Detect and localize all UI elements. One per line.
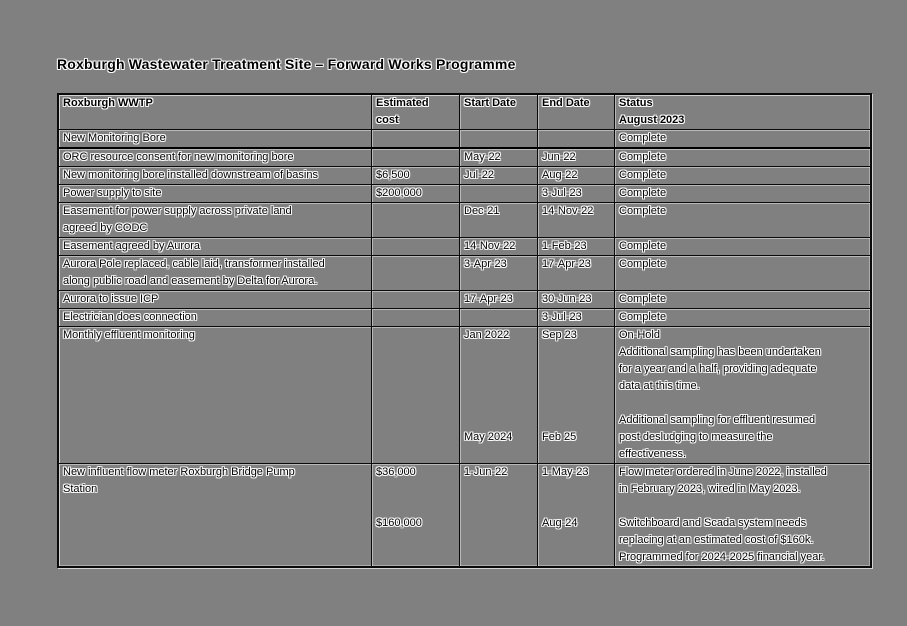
table-cell-start (460, 130, 538, 149)
cell-line: replacing at an estimated cost of $160k. (619, 534, 814, 546)
cell-line: Status (619, 97, 653, 109)
table-cell-task (59, 203, 372, 238)
cell-line: post desludging to measure the (619, 431, 773, 443)
page-title: Roxburgh Wastewater Treatment Site – Forward Works Programme (57, 56, 516, 72)
cell-line (376, 130, 455, 147)
table-cell-cost (372, 291, 460, 309)
table-cell-status (615, 464, 870, 566)
header-cell-cost (372, 95, 460, 130)
cell-line: 17-Apr-23 (542, 258, 591, 270)
table-cell-status (615, 185, 870, 203)
table-cell-start (460, 327, 538, 464)
cell-line: Additional sampling has been undertaken (619, 346, 821, 358)
cell-line: Monthly effluent monitoring (63, 329, 195, 341)
table-cell-start (460, 203, 538, 238)
table-row (59, 167, 870, 185)
cell-line: $36,000 (376, 466, 416, 478)
cell-line (464, 378, 533, 395)
cell-line (376, 327, 455, 344)
table-header (59, 95, 870, 130)
cell-line: Electrician does connection (63, 311, 197, 323)
cell-line (464, 185, 533, 202)
cell-line: 30-Jun-23 (542, 293, 592, 305)
cell-line: New influent flow meter Roxburgh Bridge Pump (63, 466, 295, 478)
table-row (59, 464, 870, 566)
cell-line: Complete (619, 151, 667, 163)
cell-line: Complete (619, 240, 667, 252)
cell-line: May-22 (464, 151, 501, 163)
cell-line: agreed by CODC (63, 222, 148, 234)
cell-line (542, 130, 610, 147)
table-cell-status (615, 291, 870, 309)
table-cell-end (538, 309, 615, 327)
cell-line (619, 395, 866, 412)
cell-line: Estimated (376, 97, 429, 109)
cell-line: New Monitoring Bore (63, 132, 166, 144)
table-cell-cost (372, 327, 460, 464)
cell-line: 3-Jul-23 (542, 311, 582, 323)
cell-line: August 2023 (619, 114, 685, 126)
cell-line (542, 395, 610, 412)
cell-line: 1-May-23 (542, 466, 589, 478)
cell-line: Jul-22 (464, 169, 494, 181)
header-row (59, 95, 870, 130)
cell-line: 3-Apr-23 (464, 258, 507, 270)
cell-line: Aurora Pole replaced, cable laid, transformer installed (63, 258, 325, 270)
table-cell-cost (372, 130, 460, 149)
cell-line (464, 395, 533, 412)
cell-line: New monitoring bore installed downstream of basins (63, 169, 318, 181)
cell-line: Aug-24 (542, 517, 578, 529)
cell-line (464, 344, 533, 361)
table-cell-cost (372, 167, 460, 185)
cell-line (376, 256, 455, 273)
header-cell-start (460, 95, 538, 130)
cell-line: Aug-22 (542, 169, 578, 181)
forward-works-table (57, 93, 872, 568)
table-cell-end (538, 149, 615, 167)
cell-line: along public road and easement by Delta for Aurora. (63, 275, 318, 287)
table-cell-status (615, 203, 870, 238)
cell-line: 1-Jun-22 (464, 466, 508, 478)
cell-line: Programmed for 2024-2025 financial year. (619, 551, 825, 563)
table-cell-end (538, 256, 615, 291)
cell-line (542, 412, 610, 429)
cell-line: Dec-21 (464, 205, 500, 217)
table-cell-task (59, 291, 372, 309)
cell-line (464, 361, 533, 378)
cell-line: Feb 25 (542, 431, 577, 443)
cell-line: Additional sampling for effluent resumed (619, 414, 816, 426)
cell-line: Sep 23 (542, 329, 577, 341)
cell-line: Aurora to issue ICP (63, 293, 159, 305)
cell-line: Switchboard and Scada system needs (619, 517, 807, 529)
table-cell-cost (372, 256, 460, 291)
cell-line: Jan 2022 (464, 329, 510, 341)
cell-line: ORC resource consent for new monitoring bore (63, 151, 294, 163)
cell-line: Start Date (464, 97, 516, 109)
table-row (59, 149, 870, 167)
cell-line (464, 309, 533, 326)
cell-line: Flow meter ordered in June 2022, installed (619, 466, 827, 478)
cell-line: $160,000 (376, 517, 422, 529)
header-cell-end (538, 95, 615, 130)
table-row (59, 185, 870, 203)
cell-line (376, 149, 455, 166)
table-cell-task (59, 327, 372, 464)
cell-line: 1-Feb-23 (542, 240, 587, 252)
table-row (59, 327, 870, 464)
table-cell-end (538, 167, 615, 185)
table-cell-start (460, 185, 538, 203)
cell-line (376, 291, 455, 308)
cell-line: Roxburgh WWTP (63, 97, 153, 109)
cell-line (376, 309, 455, 326)
cell-line: End Date (542, 97, 590, 109)
cell-line: May 2024 (464, 431, 513, 443)
cell-line: Power supply to site (63, 187, 162, 199)
table-cell-status (615, 167, 870, 185)
table-cell-status (615, 149, 870, 167)
table-cell-start (460, 464, 538, 566)
cell-line: Station (63, 483, 98, 495)
table-cell-start (460, 167, 538, 185)
table-cell-task (59, 464, 372, 566)
table-cell-end (538, 185, 615, 203)
table-cell-task (59, 149, 372, 167)
cell-line: Complete (619, 132, 667, 144)
table-cell-cost (372, 149, 460, 167)
table-cell-task (59, 130, 372, 149)
cell-line: Complete (619, 205, 667, 217)
table-cell-cost (372, 203, 460, 238)
table-cell-end (538, 203, 615, 238)
cell-line: 14-Nov-22 (542, 205, 594, 217)
table-cell-start (460, 291, 538, 309)
cell-line: effectiveness. (619, 448, 687, 460)
table-cell-start (460, 309, 538, 327)
table-cell-end (538, 130, 615, 149)
table-row (59, 309, 870, 327)
cell-line (542, 481, 610, 498)
cell-line: $200,000 (376, 187, 422, 199)
cell-line (542, 498, 610, 515)
header-cell-status (615, 95, 870, 130)
table-body (59, 130, 870, 566)
table-cell-end (538, 238, 615, 256)
table-cell-status (615, 256, 870, 291)
table-cell-status (615, 309, 870, 327)
cell-line (464, 412, 533, 429)
table-cell-task (59, 309, 372, 327)
table-row (59, 130, 870, 149)
table-cell-cost (372, 185, 460, 203)
table-cell-task (59, 238, 372, 256)
cell-line: Complete (619, 258, 667, 270)
table-cell-start (460, 238, 538, 256)
cell-line: Easement agreed by Aurora (63, 240, 200, 252)
cell-line: 14-Nov-22 (464, 240, 516, 252)
cell-line: cost (376, 114, 399, 126)
cell-line: data at this time. (619, 380, 700, 392)
table-cell-task (59, 167, 372, 185)
table-cell-task (59, 185, 372, 203)
table-cell-cost (372, 238, 460, 256)
cell-line: Complete (619, 187, 667, 199)
cell-line: 17-Apr-23 (464, 293, 513, 305)
cell-line (464, 130, 533, 147)
table-cell-status (615, 327, 870, 464)
table-cell-end (538, 327, 615, 464)
cell-line (542, 344, 610, 361)
cell-line (542, 361, 610, 378)
cell-line: $6,500 (376, 169, 410, 181)
cell-line: 3-Jul-23 (542, 187, 582, 199)
table-cell-end (538, 464, 615, 566)
table-row (59, 238, 870, 256)
cell-line: Easement for power supply across private land (63, 205, 292, 217)
table-cell-cost (372, 464, 460, 566)
table-cell-end (538, 291, 615, 309)
table-cell-cost (372, 309, 460, 327)
cell-line: On-Hold (619, 329, 660, 341)
cell-line: Complete (619, 293, 667, 305)
cell-line: in February 2023, wired in May 2023. (619, 483, 801, 495)
cell-line (376, 238, 455, 255)
cell-line (376, 481, 455, 498)
table-cell-start (460, 149, 538, 167)
table-cell-task (59, 256, 372, 291)
table-cell-status (615, 130, 870, 149)
cell-line (376, 203, 455, 220)
cell-line: Jun-22 (542, 151, 576, 163)
cell-line (542, 378, 610, 395)
header-cell-task (59, 95, 372, 130)
table-row (59, 291, 870, 309)
table-cell-status (615, 238, 870, 256)
cell-line: Complete (619, 311, 667, 323)
table-cell-start (460, 256, 538, 291)
cell-line (619, 498, 866, 515)
cell-line (376, 498, 455, 515)
table-row (59, 256, 870, 291)
cell-line: for a year and a half, providing adequate (619, 363, 817, 375)
table-row (59, 203, 870, 238)
cell-line: Complete (619, 169, 667, 181)
